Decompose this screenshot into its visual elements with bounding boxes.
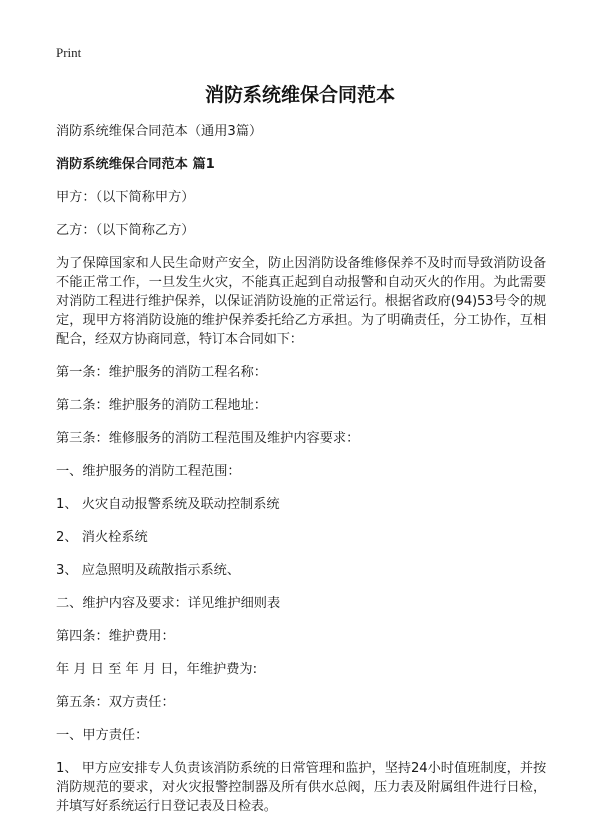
document-title: 消防系统维保合同范本 — [204, 84, 395, 106]
party-a-responsibility-heading: 一、甲方责任： — [56, 728, 149, 743]
clause-5: 第五条：双方责任： — [56, 695, 175, 710]
clause-4: 第四条：维护费用： — [56, 629, 175, 644]
scope-item-2: 2、 消火栓系统 — [56, 530, 148, 545]
document-subtitle: 消防系统维保合同范本（通用3篇） — [56, 124, 263, 139]
document-body — [56, 122, 546, 816]
fee-period-line: 年 月 日 至 年 月 日，年维护费为: — [56, 662, 258, 677]
maintenance-requirements: 二、维护内容及要求：详见维护细则表 — [56, 596, 281, 611]
scope-item-1: 1、 火灾自动报警系统及联动控制系统 — [56, 497, 280, 512]
print-link[interactable]: Print — [56, 45, 82, 60]
clause-1: 第一条：维护服务的消防工程名称： — [56, 365, 267, 380]
clause-2: 第二条：维护服务的消防工程地址： — [56, 398, 267, 413]
scope-heading: 一、维护服务的消防工程范围： — [56, 464, 241, 479]
clause-3: 第三条：维修服务的消防工程范围及维护内容要求： — [56, 431, 360, 446]
party-b-line: 乙方：（以下简称乙方） — [56, 223, 195, 238]
preamble-paragraph: 为了保障国家和人民生命财产安全，防止因消防设备维修保养不及时而导致消防设备不能正常工作，一旦发生火灾，不能真正起到自动报警和自动灭火的作用。为此需要对消防工程进行维护保养，以保证消防设施的正常运行。根据省政府(94)53号令的规定，现甲方将消防设施的维护保养委托给乙方承担。为了明确责任，分工协作，互相配合，经双方协商同意，特订本合同如下： — [56, 256, 546, 347]
party-a-responsibility-1: 1、 甲方应安排专人负责该消防系统的日常管理和监护，坚持24小时值班制度，并按消防规范的要求，对火灾报警控制器及所有供水总阀，压力表及附属组件进行日检，并填写好系统运行日登记表及日检表。 — [56, 761, 546, 814]
scope-item-3: 3、 应急照明及疏散指示系统、 — [56, 563, 241, 578]
party-a-line: 甲方：（以下简称甲方） — [56, 190, 195, 205]
section-heading: 消防系统维保合同范本 篇1 — [56, 157, 215, 172]
